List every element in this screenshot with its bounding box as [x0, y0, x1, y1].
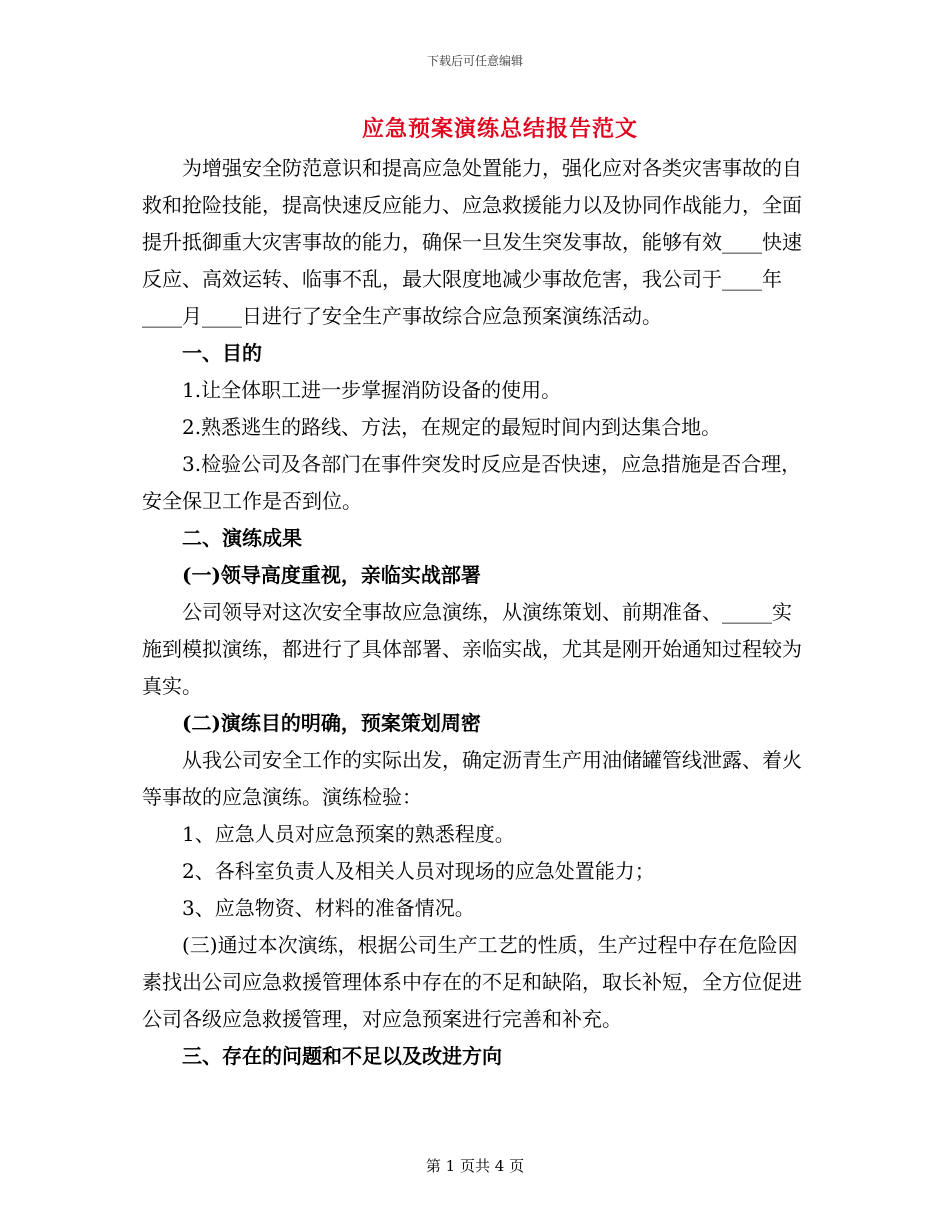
subheading-purpose-clear: (二)演练目的明确，预案策划周密 [182, 711, 481, 735]
purpose-item-1: 1.让全体职工进一步掌握消防设备的使用。 [182, 378, 562, 402]
document-title: 应急预案演练总结报告范文 [361, 116, 638, 142]
improvement-paragraph: (三)通过本次演练，根据公司生产工艺的性质，生产过程中存在危险因素找出公司应急救援管理体系中存在的不足和缺陷，取长补短，全方位促进公司各级应急救援管理，对应急预案进行完善和补充。 [142, 933, 802, 1031]
section-heading-results: 二、演练成果 [182, 526, 302, 550]
section-heading-purpose: 一、目的 [182, 341, 262, 365]
subheading-leadership: (一)领导高度重视，亲临实战部署 [182, 563, 481, 587]
section-heading-problems: 三、存在的问题和不足以及改进方向 [182, 1044, 502, 1068]
purpose-item-3: 3.检验公司及各部门在事件突发时反应是否快速，应急措施是否合理，安全保卫工作是否到位。 [142, 452, 802, 513]
intro-paragraph: 为增强安全防范意识和提高应急处置能力，强化应对各类灾害事故的自救和抢险技能，提高快速反应能力、应急救援能力以及协同作战能力，全面提升抵御重大灾害事故的能力，确保一旦发生突发事故，能够有效____快速反应、高效运转、临事不乱，最大限度地减少事故危害，我公司于____年____月____日进行了安全生产事故综合应急预案演练活动。 [142, 156, 802, 328]
purpose-item-2: 2.熟悉逃生的路线、方法，在规定的最短时间内到达集合地。 [182, 415, 722, 439]
drill-check-item-2: 2、各科室负责人及相关人员对现场的应急处置能力； [182, 859, 655, 883]
drill-check-item-1: 1、应急人员对应急预案的熟悉程度。 [182, 822, 515, 846]
document-body [142, 150, 807, 1075]
drill-check-item-3: 3、应急物资、材料的准备情况。 [182, 896, 475, 920]
leadership-paragraph: 公司领导对这次安全事故应急演练，从演练策划、前期准备、_____实施到模拟演练，都进行了具体部署、亲临实战，尤其是刚开始通知过程较为真实。 [142, 600, 802, 698]
drill-scope-paragraph: 从我公司安全工作的实际出发，确定沥青生产用油储罐管线泄露、着火等事故的应急演练。演练检验： [142, 748, 802, 809]
page-footer: 第 1 页共 4 页 [425, 1157, 525, 1175]
header-note: 下载后可任意编辑 [426, 54, 523, 68]
